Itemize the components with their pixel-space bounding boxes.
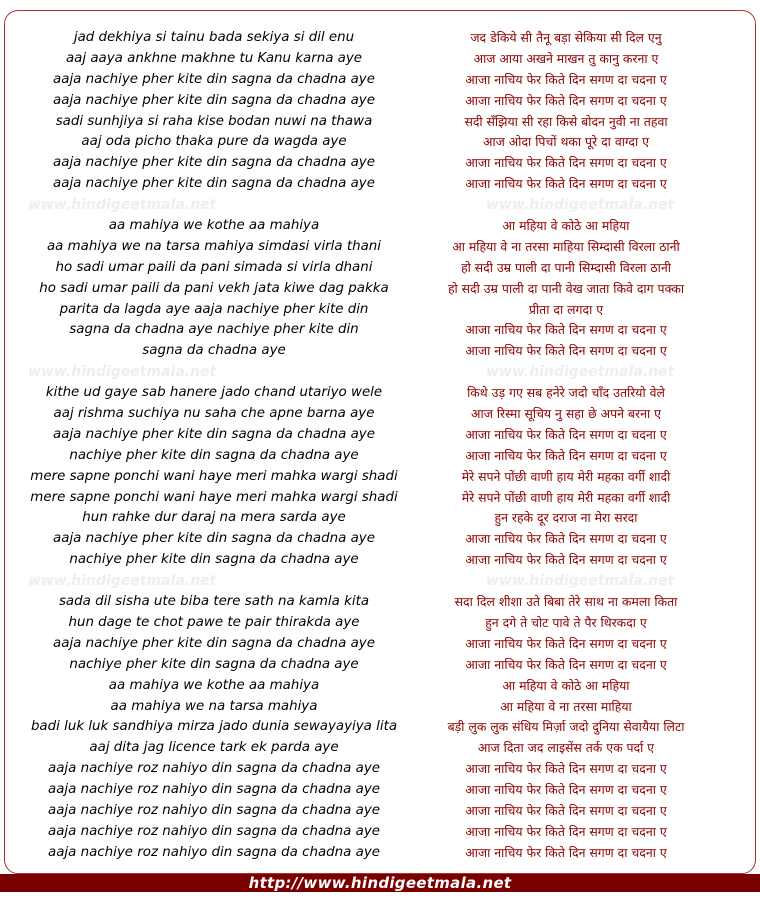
lyric-line-roman: hun rahke dur daraj na mera sarda aye	[82, 510, 346, 526]
lyric-line-roman: aaja nachiye pher kite din sagna da chadna aye	[53, 635, 375, 651]
watermark-row	[400, 195, 732, 216]
lyric-line-roman: nachiye pher kite din sagna da chadna aye	[69, 447, 359, 463]
lyric-line-hindi: आजा नाचिय फेर किते दिन सगण दा चदना ए	[465, 552, 667, 568]
lyric-line-hindi: आ महिया वे कोठे आ महिया	[502, 677, 630, 693]
lyric-line-roman: aaja nachiye roz nahiyo din sagna da chadna aye	[48, 802, 380, 818]
lyric-line-roman: aaja nachiye roz nahiyo din sagna da chadna aye	[48, 761, 380, 777]
lyric-line-hindi: सदा दिल शीशा उते बिबा तेरे साथ ना कमला किता	[454, 594, 678, 610]
lyric-line-hindi: आज ओदा पिचों थका पूरे दा वाग्दा ए	[483, 134, 649, 150]
lyric-line-hindi: आजा नाचिय फेर किते दिन सगण दा चदना ए	[465, 176, 667, 192]
romanized-lyrics-column	[8, 28, 420, 864]
watermark-row	[8, 571, 420, 592]
lyric-line-hindi: जद डेकिये सी तैनू बड़ा सेकिया सी दिल एनु	[470, 30, 662, 45]
lyric-line-roman: parita da lagda aye aaja nachiye pher kite din	[59, 301, 369, 317]
lyric-line-roman: aaj oda picho thaka pure da wagda aye	[81, 134, 347, 150]
lyric-line-roman: aaja nachiye pher kite din sagna da chadna aye	[53, 531, 375, 547]
watermark-text: www.hindigeetmala.net	[28, 573, 217, 590]
lyric-line-hindi: सदी सँझिया सी रहा किसे बोदन नुवी ना तहवा	[464, 113, 668, 129]
watermark-row	[8, 195, 420, 216]
footer-url-link[interactable]: http://www.hindigeetmala.net	[248, 874, 512, 892]
watermark-text: www.hindigeetmala.net	[28, 364, 217, 381]
lyric-line-roman: hun dage te chot pawe te pair thirakda aye	[68, 614, 360, 630]
lyric-line-hindi: हुन दगे ते चोट पावे ते पैर थिरकदा ए	[485, 614, 647, 630]
lyric-line-hindi: आजा नाचिय फेर किते दिन सगण दा चदना ए	[465, 802, 667, 818]
lyric-line-roman: aaja nachiye pher kite din sagna da chadna aye	[53, 92, 375, 108]
lyric-line-hindi: आजा नाचिय फेर किते दिन सगण दा चदना ए	[465, 761, 667, 777]
lyric-line-roman: aaja nachiye roz nahiyo din sagna da chadna aye	[48, 844, 380, 860]
lyric-line-roman: aa mahiya we na tarsa mahiya	[110, 698, 318, 714]
lyric-line-roman: aaj aaya ankhne makhne tu Kanu karna aye	[65, 50, 363, 66]
lyric-line-hindi: आजा नाचिय फेर किते दिन सगण दा चदना ए	[465, 531, 667, 547]
lyric-line-hindi: हो सदी उम्र पाली दा पानी सिम्दासी विरला ठानी	[461, 259, 671, 275]
lyric-line-roman: badi luk luk sandhiya mirza jado dunia sewayayiya lita	[30, 719, 398, 735]
lyric-line-roman: sadi sunhjiya si raha kise bodan nuwi na thawa	[55, 113, 373, 129]
lyric-line-hindi: आजा नाचिय फेर किते दिन सगण दा चदना ए	[465, 322, 667, 338]
lyric-line-hindi: आज आया अखने माखन तु कानु करना ए	[473, 50, 659, 66]
lyric-line-roman: aaja nachiye roz nahiyo din sagna da chadna aye	[48, 823, 380, 839]
lyric-line-hindi: आजा नाचिय फेर किते दिन सगण दा चदना ए	[465, 155, 667, 171]
lyric-line-roman: sagna da chadna aye nachiye pher kite din	[69, 322, 359, 338]
watermark-text: www.hindigeetmala.net	[486, 364, 675, 381]
lyric-line-hindi: आजा नाचिय फेर किते दिन सगण दा चदना ए	[465, 447, 667, 463]
lyric-line-roman: aaja nachiye roz nahiyo din sagna da chadna aye	[48, 782, 380, 798]
lyric-line-hindi: आजा नाचिय फेर किते दिन सगण दा चदना ए	[465, 656, 667, 672]
lyric-line-roman: mere sapne ponchi wani haye meri mahka wargi shadi	[30, 468, 398, 484]
lyric-line-roman: aaj dita jag licence tark ek parda aye	[89, 740, 339, 756]
lyric-line-hindi: आ महिया वे कोठे आ महिया	[502, 218, 630, 234]
lyric-line-roman: nachiye pher kite din sagna da chadna aye	[69, 656, 359, 672]
lyric-line-hindi: आजा नाचिय फेर किते दिन सगण दा चदना ए	[465, 782, 667, 798]
lyric-line-hindi: हुन रहके दूर दराज ना मेरा सरदा	[494, 510, 638, 526]
lyric-line-roman: aa mahiya we kothe aa mahiya	[108, 218, 320, 234]
watermark-row	[400, 571, 732, 592]
lyric-line-roman: mere sapne ponchi wani haye meri mahka wargi shadi	[30, 489, 398, 505]
lyric-line-hindi: आजा नाचिय फेर किते दिन सगण दा चदना ए	[465, 426, 667, 442]
lyric-line-hindi: आजा नाचिय फेर किते दिन सगण दा चदना ए	[465, 823, 667, 839]
lyric-line-roman: aa mahiya we na tarsa mahiya simdasi virla thani	[46, 238, 382, 254]
lyric-line-hindi: आजा नाचिय फेर किते दिन सगण दा चदना ए	[465, 71, 667, 87]
lyric-line-hindi: मेरे सपने पोंछी वाणी हाय मेरी महका वर्गी शादी	[461, 468, 671, 484]
watermark-row	[8, 362, 420, 383]
lyric-line-hindi: हो सदी उम्र पाली दा पानी वेख जाता किवे दाग पक्का	[447, 280, 685, 296]
lyric-line-roman: ho sadi umar paili da pani vekh jata kiwe dag pakka	[39, 280, 389, 296]
lyric-line-roman: aa mahiya we kothe aa mahiya	[108, 677, 320, 693]
lyric-line-roman: sada dil sisha ute biba tere sath na kamla kita	[58, 594, 370, 610]
lyric-line-roman: kithe ud gaye sab hanere jado chand utariyo wele	[45, 385, 383, 401]
lyric-line-roman: sagna da chadna aye	[142, 343, 286, 359]
lyric-line-hindi: किथे उड़ गए सब हनेरे जदो चाँद उतरियो वेले	[467, 385, 665, 401]
lyric-line-roman: ho sadi umar paili da pani simada si virla dhani	[55, 259, 373, 275]
lyric-line-hindi: प्रीता दा लगदा ए	[528, 301, 604, 317]
lyric-line-hindi: आज दिता जद लाइसेंस तर्क एक पर्दा ए	[477, 740, 655, 756]
watermark-text: www.hindigeetmala.net	[486, 573, 675, 590]
hindi-lyrics-column	[400, 28, 732, 864]
footer-bar	[0, 874, 760, 892]
lyric-line-hindi: आ महिया वे ना तरसा माहिया	[500, 698, 632, 714]
lyric-line-roman: aaja nachiye pher kite din sagna da chadna aye	[53, 426, 375, 442]
lyric-line-hindi: आज रिस्मा सूचिय नु सहा छे अपने बरना ए	[471, 406, 661, 422]
lyric-line-hindi: मेरे सपने पोंछी वाणी हाय मेरी महका वर्गी शादी	[461, 489, 671, 505]
watermark-text: www.hindigeetmala.net	[486, 197, 675, 214]
lyric-line-hindi: आजा नाचिय फेर किते दिन सगण दा चदना ए	[465, 92, 667, 108]
lyric-line-hindi: आ महिया वे ना तरसा माहिया सिम्दासी विरला ठानी	[452, 238, 680, 254]
lyric-line-hindi: आजा नाचिय फेर किते दिन सगण दा चदना ए	[465, 635, 667, 651]
lyric-line-roman: aaj rishma suchiya nu saha che apne barna aye	[53, 406, 375, 422]
watermark-row	[400, 362, 732, 383]
lyric-line-hindi: आजा नाचिय फेर किते दिन सगण दा चदना ए	[465, 343, 667, 359]
lyric-line-roman: aaja nachiye pher kite din sagna da chadna aye	[53, 176, 375, 192]
lyric-line-hindi: आजा नाचिय फेर किते दिन सगण दा चदना ए	[465, 844, 667, 860]
lyric-line-roman: aaja nachiye pher kite din sagna da chadna aye	[53, 71, 375, 87]
lyric-line-roman: nachiye pher kite din sagna da chadna aye	[69, 552, 359, 568]
lyric-line-roman: jad dekhiya si tainu bada sekiya si dil enu	[73, 30, 355, 45]
watermark-text: www.hindigeetmala.net	[28, 197, 217, 214]
lyric-line-roman: aaja nachiye pher kite din sagna da chadna aye	[53, 155, 375, 171]
lyric-line-hindi: बड़ी लुक लुक संधिय मिर्ज़ा जदो दुनिया सेवायैया लिटा	[447, 719, 685, 735]
